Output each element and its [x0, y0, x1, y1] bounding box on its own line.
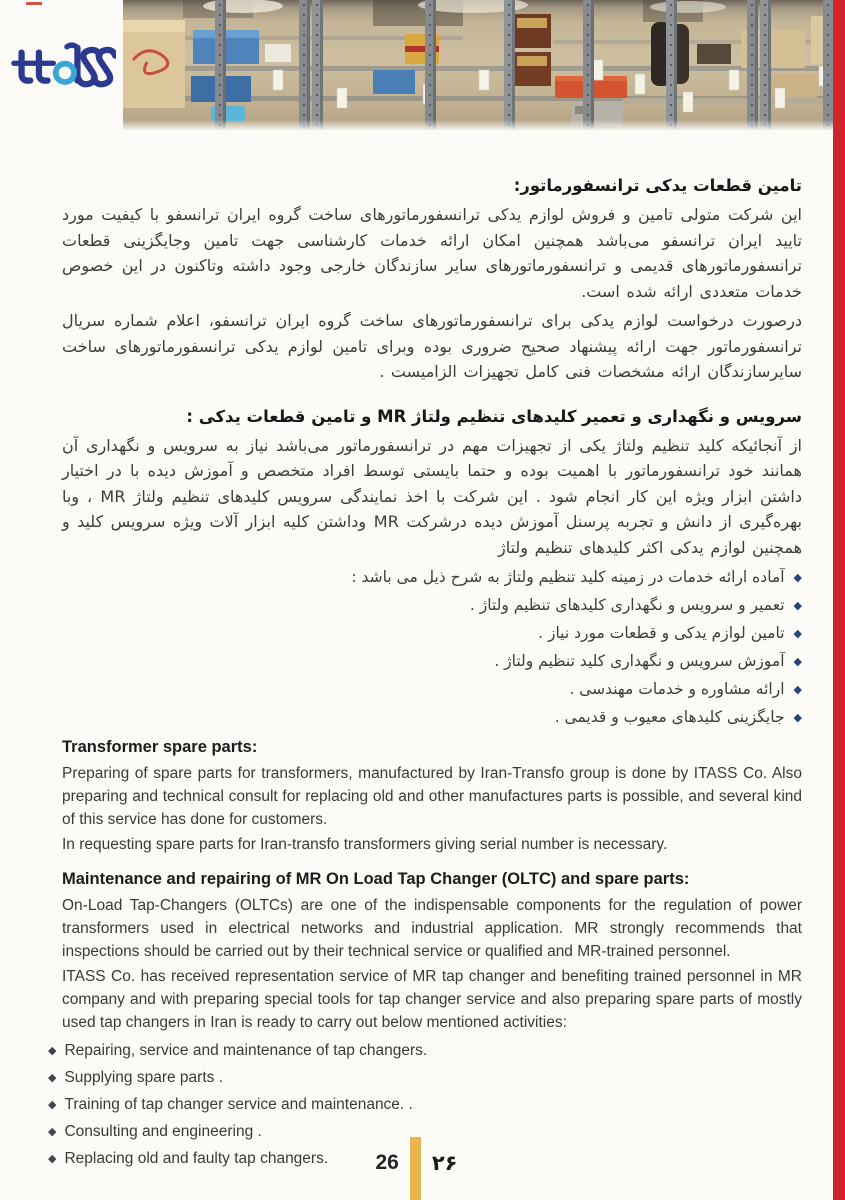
footer-accent-bar	[410, 1137, 421, 1200]
persian-paragraph: درصورت درخواست لوازم یدکی برای ترانسفورماتورهای ساخت گروه ایران ترانسفو، اعلام شماره سریال ترانسفورماتور جهت ارائه پیشنهاد صحیح ضروری بوده وبرای تامین لوازم یدکی ترانسفورماتورهای ساخت سایرسازندگان ارائه مشخصات فنی کامل تجهیزات الزامیست .	[62, 311, 802, 381]
diamond-bullet-icon: ◆	[48, 1153, 57, 1165]
persian-heading-spare-parts: تامین قطعات یدکی ترانسفورماتور:	[513, 176, 802, 195]
list-item	[62, 704, 802, 732]
english-section	[48, 738, 802, 1173]
bullet-text: Training of tap changer service and maintenance. .	[64, 1096, 413, 1113]
english-paragraph: On-Load Tap-Changers (OLTCs) are one of the indispensable components for the regulation of power transformers used in electrical networks and industrial application. MR strongly recommends that inspections should be carried out by their technical service or qualified and MR-trained personnel.	[62, 897, 802, 960]
diamond-bullet-icon: ◆	[48, 1099, 57, 1111]
english-paragraph: ITASS Co. has received representation service of MR tap changer and benefiting trained personnel in MR company and with preparing special tools for tap changer service and also preparing spare parts of mostly used tap changers in Iran is ready to carry out below mentioned activities:	[62, 968, 802, 1031]
diamond-bullet-icon: ◆	[48, 1126, 57, 1138]
persian-bullet-list	[62, 564, 802, 732]
persian-paragraph: از آنجائیکه کلید تنظیم ولتاژ یکی از تجهیزات مهم در ترانسفورماتور می‌باشد نیاز به سرویس و نگهداری آن همانند خود ترانسفورماتور با اهمیت بوده و حتما بایستی توسط افراد متخصص و آموزش دیده با در اختیار داشتن ابزار ویژه این کار انجام شود . این شرکت با اخذ نمایندگی سرویس کلیدهای تنظیم ولتاژ MR ، وبا بهره‌گیری از دانش و تجربه پرسنل آموزش دیده درشرکت MR وداشتن کلیه ابزار آلات ویژه سرویس کلید و همچنین لوازم یدکی اکثر کلیدهای تنظیم ولتاژ	[62, 435, 803, 557]
bullet-text: تامین لوازم یدکی و قطعات مورد نیاز .	[538, 624, 785, 642]
bullet-text: Replacing old and faulty tap changers.	[64, 1150, 329, 1167]
bullet-text: ارائه مشاوره و خدمات مهندسی .	[569, 680, 785, 698]
persian-section	[62, 176, 802, 732]
page-footer	[0, 1137, 833, 1200]
list-item	[62, 592, 802, 620]
list-item	[62, 620, 802, 648]
list-item	[48, 1092, 802, 1119]
persian-paragraph: این شرکت متولی تامین و فروش لوازم یدکی ترانسفورماتورهای ساخت گروه ایران ترانسفو با کیفیت مورد تایید ایران ترانسفو می‌باشد همچنین امکان ارائه خدمات کارشناسی جهت تامین وجایگزینی قطعات ترانسفورماتورهای قدیمی و ترانسفورماتورهای سایر سازندگان خارجی وجود داشته وتاکنون در این خصوص خدمات متعددی ارائه شده است.	[62, 205, 802, 301]
list-item	[62, 564, 802, 592]
page-number-persian: ۲۶	[431, 1151, 458, 1175]
bullet-text: جایگزینی کلیدهای معیوب و قدیمی .	[554, 708, 785, 726]
diamond-bullet-icon: ◆	[793, 599, 802, 612]
list-item	[62, 676, 802, 704]
english-paragraph: In requesting spare parts for Iran-transfo transformers giving serial number is necessary.	[62, 836, 668, 853]
bullet-text: Repairing, service and maintenance of tap changers.	[64, 1042, 428, 1059]
diamond-bullet-icon: ◆	[793, 627, 802, 640]
list-item	[48, 1038, 802, 1065]
bullet-text: Consulting and engineering .	[64, 1123, 262, 1140]
persian-heading-oltc-service: سرویس و نگهداری و تعمیر کلیدهای تنظیم ولتاژ MR و تامین قطعات یدکی :	[186, 406, 802, 426]
english-paragraph: Preparing of spare parts for transformers, manufactured by Iran-Transfo group is done by ITASS Co. Also preparing and technical consult for replacing old and other manufactures parts is possible, and several kind of this service has done for customers.	[62, 765, 802, 828]
diamond-bullet-icon: ◆	[793, 571, 802, 584]
english-heading-spare-parts: Transformer spare parts:	[62, 738, 258, 756]
diamond-bullet-icon: ◆	[793, 655, 802, 668]
list-item	[48, 1065, 802, 1092]
diamond-bullet-icon: ◆	[793, 711, 802, 724]
diamond-bullet-icon: ◆	[793, 683, 802, 696]
diamond-bullet-icon: ◆	[48, 1045, 57, 1057]
list-item	[62, 648, 802, 676]
page-number-latin: 26	[375, 1151, 399, 1174]
bullet-text: Supplying spare parts .	[64, 1069, 224, 1086]
bullet-text: آماده ارائه خدمات در زمینه کلید تنظیم ولتاژ به شرح ذیل می باشد :	[351, 568, 785, 586]
header-photo-container	[123, 0, 833, 130]
itass-logo-mark	[10, 38, 116, 100]
diamond-bullet-icon: ◆	[48, 1072, 57, 1084]
scan-artifact	[26, 2, 42, 5]
warehouse-photo	[123, 0, 833, 130]
itass-logo	[10, 38, 116, 100]
english-heading-oltc: Maintenance and repairing of MR On Load Tap Changer (OLTC) and spare parts:	[62, 870, 690, 888]
english-oltc-section	[48, 870, 802, 1173]
bullet-text: تعمیر و سرویس و نگهداری کلیدهای تنظیم ولتاژ .	[469, 596, 785, 614]
page-edge-stripe	[833, 0, 845, 1200]
bullet-text: آموزش سرویس و نگهداری کلید تنظیم ولتاژ .	[494, 652, 785, 670]
